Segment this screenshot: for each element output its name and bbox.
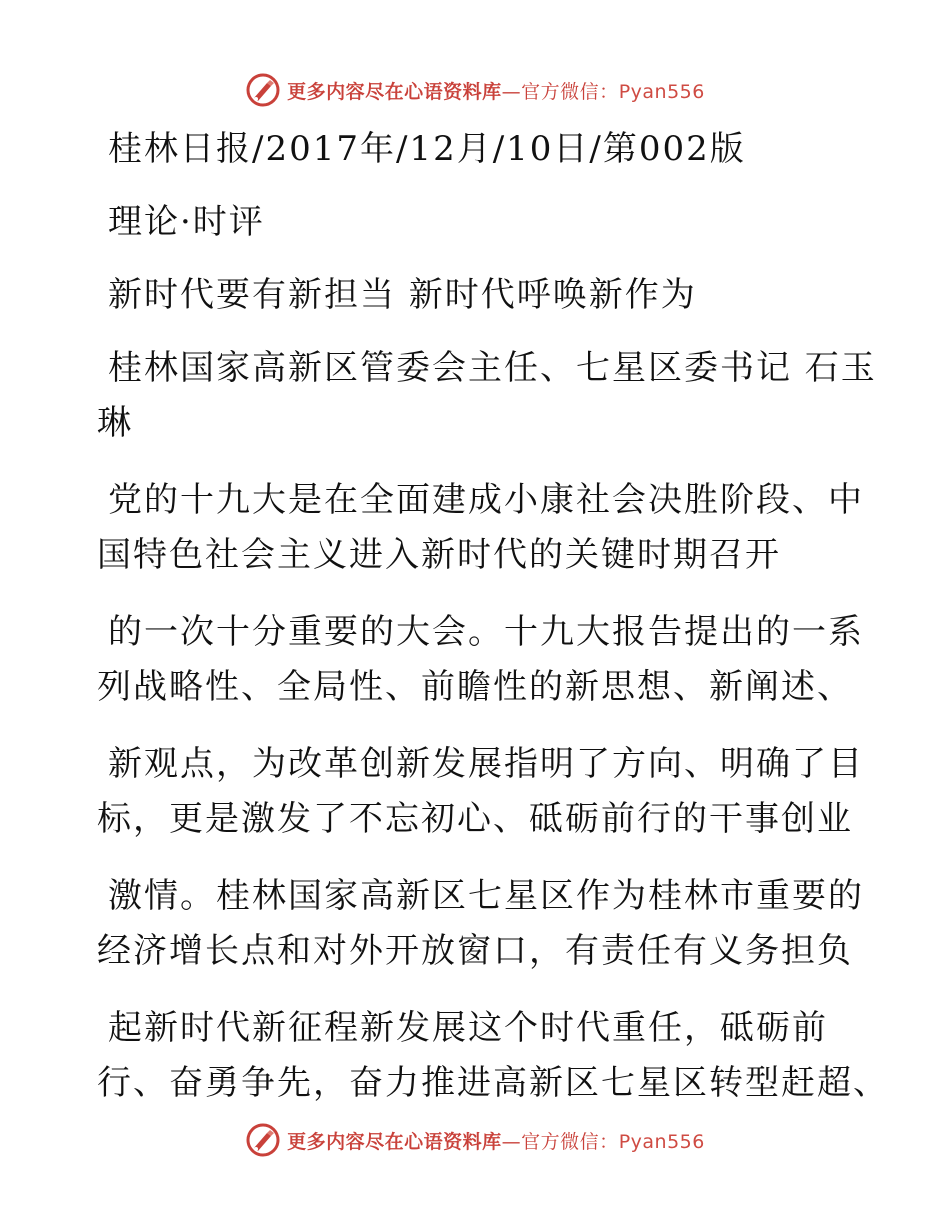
body-line: 经济增长点和对外开放窗口，有责任有义务担负 (97, 931, 853, 971)
body-line: 行、奋勇争先，奋力推进高新区七星区转型赶超、 (97, 1063, 889, 1103)
watermark-slogan: 更多内容尽在心语资料库 (287, 1130, 502, 1153)
watermark-dash: — (501, 80, 522, 103)
body-line: 起新时代新征程新发展这个时代重任，砥砺前 (108, 1008, 828, 1048)
masthead: 桂林日报/2017年/12月/10日/第002版 (108, 129, 746, 169)
section-label: 理论·时评 (108, 202, 265, 242)
body-line: 国特色社会主义进入新时代的关键时期召开 (97, 535, 781, 575)
body-line: 列战略性、全局性、前瞻性的新思想、新阐述、 (97, 667, 853, 707)
watermark-slogan: 更多内容尽在心语资料库 (287, 80, 502, 103)
body-line: 新观点，为改革创新发展指明了方向、明确了目 (108, 744, 864, 784)
body-line: 激情。桂林国家高新区七星区作为桂林市重要的 (108, 876, 864, 916)
pen-circle-logo-icon (245, 72, 281, 108)
watermark-banner-bottom (0, 1120, 950, 1160)
watermark-wechat-handle: Pyan556 (618, 80, 705, 103)
author-line: 桂林国家高新区管委会主任、七星区委书记 石玉 (108, 348, 877, 388)
watermark-wechat-handle: Pyan556 (618, 1130, 705, 1153)
pen-circle-logo-icon (245, 1122, 281, 1158)
document-body (97, 122, 889, 1111)
watermark-wechat-label: 官方微信： (521, 1130, 619, 1153)
watermark-text (287, 77, 705, 104)
headline: 新时代要有新担当 新时代呼唤新作为 (108, 275, 697, 315)
watermark-banner-top (0, 70, 950, 110)
body-line: 的一次十分重要的大会。十九大报告提出的一系 (108, 612, 864, 652)
body-line: 标，更是激发了不忘初心、砥砺前行的干事创业 (97, 799, 853, 839)
watermark-text (287, 1127, 705, 1154)
watermark-wechat-label: 官方微信： (521, 80, 619, 103)
author-line-wrap: 琳 (97, 403, 133, 443)
watermark-dash: — (501, 1130, 522, 1153)
body-line: 党的十九大是在全面建成小康社会决胜阶段、中 (108, 480, 864, 520)
